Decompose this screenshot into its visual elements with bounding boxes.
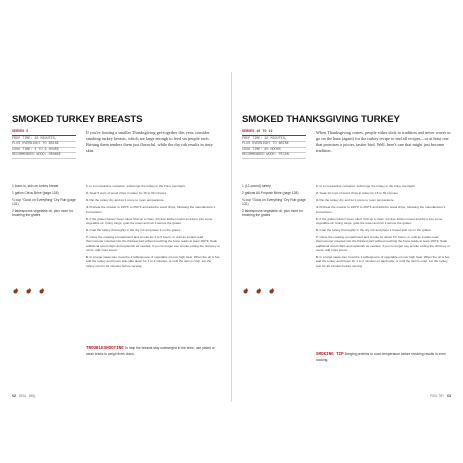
ingredient-item: 2 gallons All-Purpose Brine (page 128)	[242, 190, 299, 195]
ingredient-item: ¾ cup "Good on Everything" Dry Rub (page 131)	[12, 197, 76, 207]
ingredient-item: ¾ cup "Good on Everything" Dry Rub (page 131)	[242, 197, 306, 207]
chicken-icon	[12, 281, 19, 299]
prep-time: PREP TIME: 30 MINUTES,	[12, 137, 76, 143]
ingredient-list	[242, 184, 308, 220]
prep-time-note: PLUS OVERNIGHT TO BRINE	[12, 142, 76, 148]
page-folio	[12, 394, 35, 398]
recipe-steps	[86, 184, 220, 271]
smoking-tip	[316, 352, 450, 362]
page-folio	[430, 394, 451, 398]
chicken-icon	[268, 281, 275, 299]
step-item: 1. In a nonreactive container, submerge the turkey in the brine overnight.	[86, 184, 186, 188]
step-item: 5. If the grates haven't been oiled: Roll up a clean, lint-free kitchen towel and dip it into some vegetable oil. Using tongs, grab the towel and rub it across the grates.	[86, 216, 213, 225]
tip-label: SMOKING TIP	[316, 353, 344, 357]
step-item: 6. Coat the turkey thoroughly in the dry rub and place it on the grates.	[86, 228, 182, 233]
ingredient-list	[12, 184, 78, 220]
step-item: 3. Pat the turkey dry and let it come to room temperature.	[316, 198, 395, 203]
running-head: POULTRY	[430, 394, 445, 398]
step-item: 3. Pat the turkey dry and let it come to room temperature.	[86, 198, 165, 203]
page-number: 62	[12, 394, 16, 398]
chicken-icon	[255, 281, 262, 299]
recommended-wood: RECOMMENDED WOOD: ORANGE	[12, 153, 76, 159]
step-item: 1. In a nonreactive container, submerge the turkey in the brine overnight.	[316, 184, 416, 188]
step-item: 2. Soak 12 cups of wood chips in water for 15 to 30 minutes.	[316, 191, 399, 196]
recommended-wood: RECOMMENDED WOOD: PECAN	[242, 153, 306, 159]
step-item: 6. Coat the turkey thoroughly in the dry rub and place it breast side up on the grates.	[316, 228, 432, 233]
ingredient-item: 1 gallon Citrus Brine (page 128)	[12, 190, 59, 195]
step-item: 7. Close the cooking compartment and smoke for about 6½ hours, or until an instant-read thermometer inserted into the thickest part without touching the bone reads at least 160°F. Soak additional wood chips and replenish as needed, if you no longer see smoke exiting the chimney or vents, add more wood.	[316, 235, 450, 253]
tip-label: TROUBLESHOOTING	[86, 347, 124, 351]
step-item: 5. If the grates haven't been oiled: Roll up a clean, lint-free kitchen towel and dip it into some vegetable oil. Using tongs, grab the towel and rub it across the grates.	[316, 216, 443, 225]
cookbook-spread	[0, 72, 463, 402]
right-page	[232, 72, 463, 402]
recipe-intro: When Thanksgiving comes, people either stick to tradition and never waver or go on the hunt (again) for the turkey recipe to end all recipes—or at least one that promises a juicier, tastier bird. Well, here's one that might just become tradition.	[316, 130, 451, 153]
difficulty-icons	[12, 281, 46, 299]
step-item: 8. In a large sauté pan, heat the 2 tablespoons of vegetable oil over high heat. When the oil is hot, add the turkey and brown for 1 to 2 minutes on each side, or until the skin is crisp. Let the turkey rest for 20 minutes before serving.	[316, 255, 451, 268]
recipe-title: SMOKED THANKSGIVING TURKEY	[242, 114, 400, 125]
step-item: 2. Soak 5 cups of wood chips in water for 15 to 30 minutes.	[86, 191, 168, 196]
step-item: 7. Close the cooking compartment and smoke for 4 to 6 hours, or until an instant-read thermometer inserted into the thickest part without touching the bone reads at least 160°F. Soak additional wood chips and replenish as needed, if you no longer see smoke exiting the chimney or vents, add more wood.	[86, 235, 220, 253]
tip-text: To help the breasts stay submerged in the brine, use plates or clean bricks to weigh them down.	[86, 346, 215, 356]
recipe-meta	[242, 130, 306, 159]
ingredient-item: 2 tablespoons vegetable oil, plus more for brushing the grates	[242, 208, 304, 218]
difficulty-icons	[242, 281, 276, 299]
prep-time: PREP TIME: 30 MINUTES,	[242, 137, 306, 143]
recipe-title: SMOKED TURKEY BREASTS	[12, 114, 143, 125]
step-item: 4. Preheat the smoker to 225°F to 250°F and add the wood chips, following the manufacturer's instructions.	[316, 205, 446, 214]
step-item: 8. In a large sauté pan, heat the 2 tablespoons of vegetable oil over high heat. When the oil is hot, add the turkey and brown skin-side down for 1 to 2 minutes, or until the skin is crisp. Let the turkey rest for 10 minutes before serving.	[86, 255, 221, 268]
troubleshooting-tip	[86, 346, 220, 356]
cook-time: COOK TIME: 6½ HOURS	[242, 148, 306, 154]
left-page	[0, 72, 231, 402]
tip-text: Bringing proteins to room temperature before smoking results in even cooking.	[316, 352, 446, 362]
chicken-icon	[25, 281, 32, 299]
step-item: 4. Preheat the smoker to 225°F to 250°F and add the wood chips, following the manufacturer's instructions.	[86, 205, 216, 214]
recipe-meta	[12, 130, 76, 159]
cook-time: COOK TIME: 4 TO 6 HOURS	[12, 148, 76, 154]
prep-time-note: PLUS OVERNIGHT TO BRINE	[242, 142, 306, 148]
recipe-steps	[316, 184, 450, 271]
running-head: REAL BBQ	[18, 394, 35, 398]
serves-label: SERVES 10 TO 12	[242, 130, 306, 136]
page-number: 63	[447, 394, 451, 398]
ingredient-item: 1 bone-in, skin-on turkey breast	[12, 184, 59, 188]
recipe-intro: If you're hosting a smaller Thanksgiving get-together this year, consider smoking turkey breasts, which are large enough to feed six people each. Brining them tenders them just flavorful, while the dry rub results in tasty skin.	[86, 130, 213, 153]
chicken-icon	[242, 281, 249, 299]
ingredient-item: 2 tablespoons vegetable oil, plus more for brushing the grates	[12, 208, 74, 218]
serves-label: SERVES 6	[12, 130, 76, 136]
ingredient-item: 1 (12-pound) turkey	[242, 184, 271, 188]
chicken-icon	[38, 281, 45, 299]
